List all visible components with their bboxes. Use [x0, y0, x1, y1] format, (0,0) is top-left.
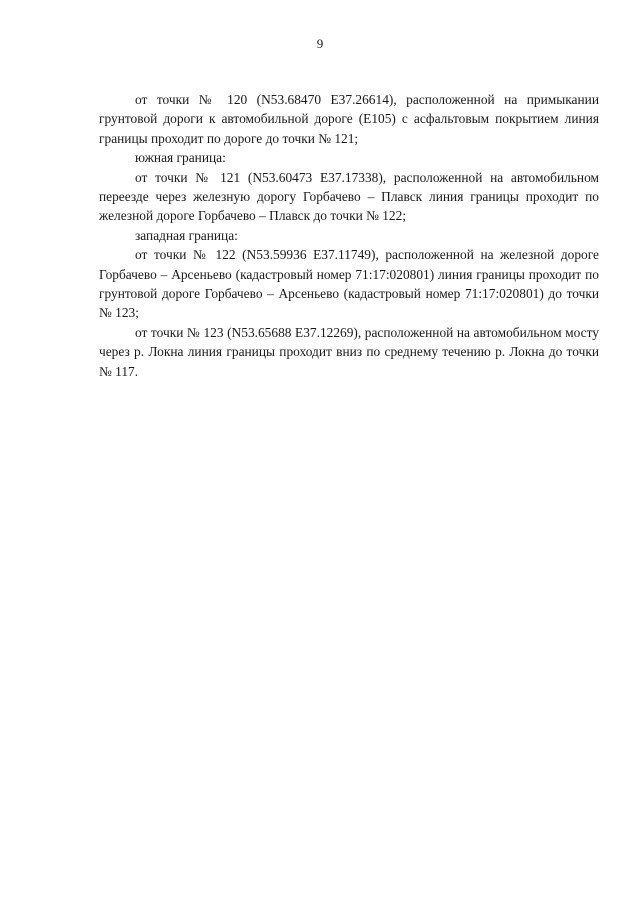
paragraph-point-123: от точки № 123 (N53.65688 E37.12269), расположенной на автомобильном мосту через р. Локна линия границы проходит вниз по среднему течению р. Локна до точки № 117.: [99, 324, 599, 379]
document-body: [99, 90, 599, 381]
paragraph-point-120: от точки № 120 (N53.68470 E37.26614), расположенной на примыкании грунтовой дороги к автомобильной дороге (Е105) с асфальтовым покрытием линия границы проходит по дороге до точки № 121;: [99, 92, 599, 146]
page-number: 9: [316, 36, 324, 51]
paragraph-point-121: от точки № 121 (N53.60473 E37.17338), расположенной на автомобильном переезде через железную дорогу Горбачево – Плавск линия границы проходит по железной дороге Горбачево – Плавск до точки № 122;: [99, 169, 599, 224]
heading-south-border: южная граница:: [135, 150, 226, 166]
paragraph-point-122: от точки № 122 (N53.59936 E37.11749), расположенной на железной дороге Горбачево – Арсеньево (кадастровый номер 71:17:020801) линия границы проходит по грунтовой дороге Горбачево – Арсеньево (кадастровый номер 71:17:020801) до точки № 123;: [99, 247, 599, 321]
heading-west-border: западная граница:: [135, 227, 238, 243]
